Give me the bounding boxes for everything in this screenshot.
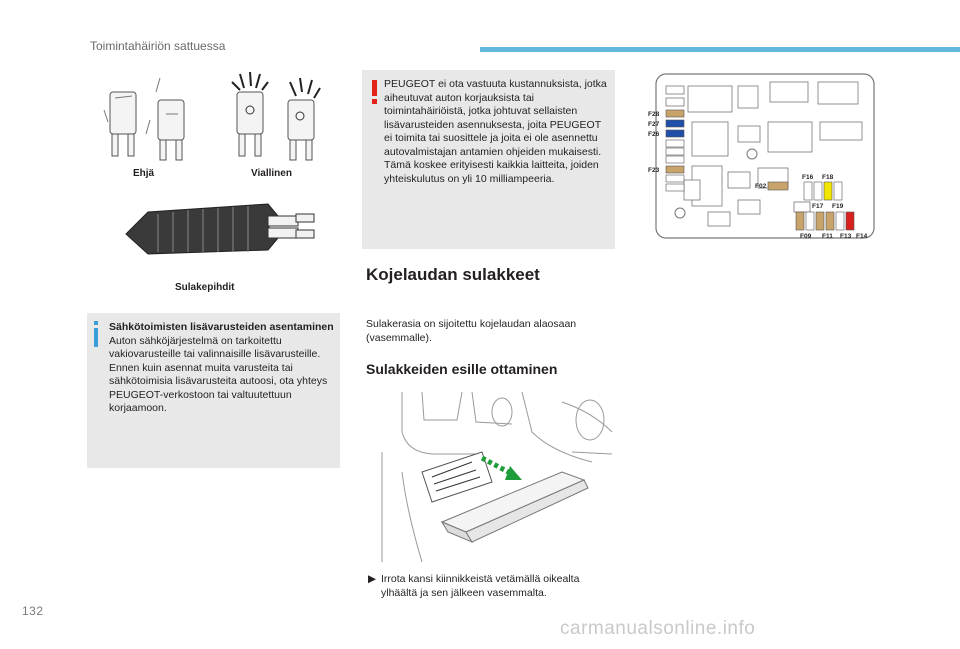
warning-box bbox=[362, 70, 615, 249]
info-box bbox=[87, 313, 340, 468]
info-icon bbox=[94, 321, 98, 347]
section-intro: Sulakerasia on sijoitettu kojelaudan alaosaan (vasemmalle). bbox=[366, 318, 577, 344]
fuse-blown-caption: Viallinen bbox=[251, 168, 292, 179]
label-f14: F14 bbox=[856, 233, 868, 240]
fuse-ok-caption: Ehjä bbox=[133, 168, 155, 179]
label-f09: F09 bbox=[800, 233, 812, 240]
label-f23: F23 bbox=[648, 167, 660, 174]
header-accent-bar bbox=[480, 47, 960, 52]
label-f16: F16 bbox=[802, 174, 814, 181]
label-f26: F26 bbox=[648, 131, 660, 138]
running-header: Toimintahäiriön sattuessa bbox=[90, 39, 226, 53]
dashboard-fuse-cover-illustration bbox=[362, 392, 616, 562]
fuse-puller-illustration bbox=[118, 194, 323, 264]
fuse-box-diagram bbox=[648, 72, 878, 240]
fuse-puller-caption: Sulakepihdit bbox=[175, 282, 235, 293]
label-f18: F18 bbox=[822, 174, 834, 181]
label-f11: F11 bbox=[822, 233, 833, 240]
page-number: 132 bbox=[22, 604, 44, 618]
fuse-ok-blown-illustration bbox=[100, 70, 335, 170]
info-box-paragraph: Auton sähköjärjestelmä on tarkoitettu vakiovarusteille tai valinnaisille lisävarusteille. bbox=[109, 334, 321, 360]
info-box-title: Sähkötoimisten lisävarusteiden asentaminen bbox=[109, 321, 334, 333]
subsection-heading: Sulakkeiden esille ottaminen bbox=[366, 361, 558, 377]
label-f02: F02 bbox=[755, 183, 767, 190]
step-bullet-icon: ▶ bbox=[368, 573, 377, 585]
info-box-paragraph: Ennen kuin asennat muita varusteita tai sähkötoimisia lisävarusteita autoosi, ota yhteys PEUGEOT-verkostoon tai valtuutettuun korjaamoon. bbox=[109, 361, 328, 414]
watermark: carmanualsonline.info bbox=[560, 618, 756, 639]
step-text: Irrota kansi kiinnikkeistä vetämällä oikealta ylhäältä ja sen jälkeen vasemmalta. bbox=[381, 573, 580, 599]
label-f17: F17 bbox=[812, 203, 824, 210]
label-f28: F28 bbox=[648, 111, 660, 118]
warning-text: PEUGEOT ei ota vastuuta kustannuksista, jotka aiheutuvat auton korjauksista tai toimintahäiriöistä, jotka johtuvat sellaisten lisävarusteiden asennuksesta, joita PEUGEOT ei toimita tai suosittele ja joita ei ole asennettu autovalmistajan antamien ohjeiden mukaisesti. Tämä koskee erityisesti kaikkia laitteita, joiden yhteiskulutus on yli 10 milliampeeria. bbox=[384, 78, 607, 185]
label-f13: F13 bbox=[840, 233, 852, 240]
info-box-content bbox=[109, 321, 334, 416]
label-f27: F27 bbox=[648, 121, 660, 128]
section-heading: Kojelaudan sulakkeet bbox=[366, 265, 540, 284]
warning-icon bbox=[372, 80, 377, 104]
label-f19: F19 bbox=[832, 203, 844, 210]
